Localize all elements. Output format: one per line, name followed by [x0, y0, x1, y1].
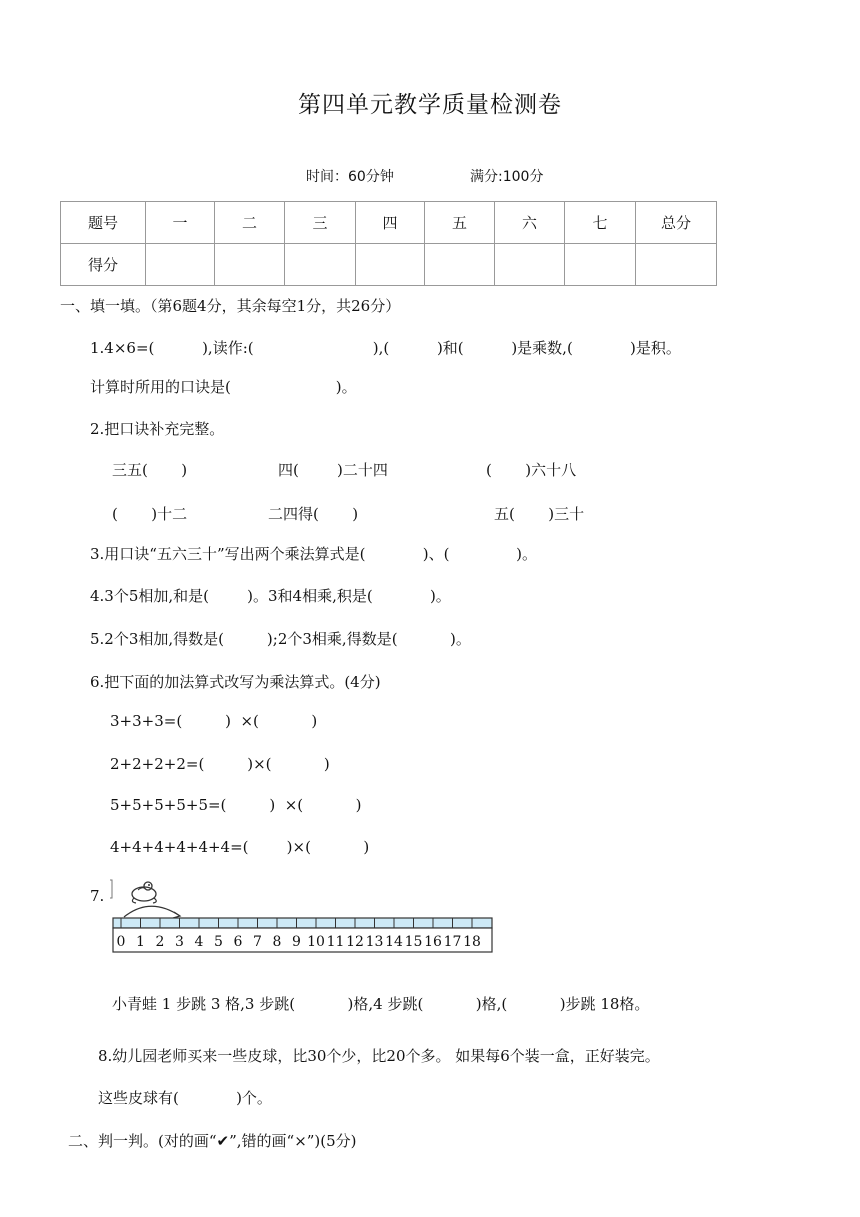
bracket-mark	[110, 880, 112, 898]
frog-icon	[132, 882, 156, 903]
question-7-text: 小青蛙 1 步跳 3 格,3 步跳( )格,4 步跳( )格,( )步跳 18格。	[112, 995, 650, 1013]
question-8-line-2: 这些皮球有( )个。	[98, 1089, 272, 1107]
score-table-row	[61, 244, 717, 286]
ruler-tick-label: 4	[194, 934, 204, 950]
score-col-header: 五	[425, 202, 495, 244]
ruler-tick-label: 18	[463, 934, 481, 950]
score-col-header: 三	[285, 202, 356, 244]
ruler-tick-label: 2	[155, 934, 165, 950]
ruler-tick-label: 10	[307, 934, 325, 950]
score-col-header: 二	[215, 202, 285, 244]
question-2-item: ( )十二	[112, 505, 188, 523]
score-col-header: 总分	[636, 202, 717, 244]
score-table	[60, 201, 717, 286]
question-1-line-2: 计算时所用的口诀是( )。	[90, 378, 357, 396]
question-6-item: 5+5+5+5+5=( ) ×( )	[110, 796, 362, 814]
ruler-tick-label: 3	[175, 934, 184, 950]
ruler-tick-label: 12	[346, 934, 364, 950]
score-cell[interactable]	[146, 244, 215, 286]
ruler-tick-label: 1	[136, 934, 145, 950]
score-cell[interactable]	[356, 244, 425, 286]
question-7-number: 7.	[90, 887, 105, 905]
ruler-tick-label: 5	[214, 934, 223, 950]
question-1-line-1: 1.4×6=( ),读作:( ),( )和( )是乘数,( )是积。	[90, 339, 681, 357]
question-4: 4.3个5相加,和是( )。3和4相乘,积是( )。	[90, 587, 451, 605]
section2-heading: 二、判一判。(对的画“✔”,错的画“×”)(5分)	[68, 1132, 357, 1150]
question-2-item: 五( )三十	[494, 505, 585, 523]
question-6-item: 3+3+3=( ) ×( )	[110, 712, 318, 730]
question-2-item: 四( )二十四	[278, 461, 388, 479]
score-col-header: 七	[565, 202, 636, 244]
ruler-tick-label: 14	[385, 934, 403, 950]
question-3: 3.用口诀“五六三十”写出两个乘法算式是( )、( )。	[90, 545, 538, 563]
score-cell[interactable]	[215, 244, 285, 286]
question-2: 2.把口诀补充完整。	[90, 420, 225, 438]
ruler-tick-label: 8	[272, 934, 282, 950]
exam-time: 时间：60分钟	[306, 169, 394, 185]
question-5: 5.2个3相加,得数是( );2个3相乘,得数是( )。	[90, 630, 471, 648]
score-header-label: 题号	[61, 202, 146, 244]
question-2-item: 二四得( )	[268, 505, 359, 523]
number-line	[110, 876, 500, 956]
question-2-item: ( )六十八	[486, 461, 577, 479]
ruler-tick-label: 9	[292, 934, 301, 950]
score-col-header: 一	[146, 202, 215, 244]
score-col-header: 六	[495, 202, 565, 244]
ruler-tick-label: 17	[443, 934, 462, 950]
ruler-tick-label: 0	[116, 934, 126, 950]
jump-arc	[124, 906, 180, 917]
ruler-tick-label: 13	[365, 934, 384, 950]
question-6-item: 4+4+4+4+4+4=( )×( )	[110, 838, 370, 856]
ruler-tick-label: 11	[326, 934, 345, 950]
ruler-tick-label: 6	[233, 934, 243, 950]
question-8-line-1: 8.幼儿园老师买来一些皮球，比30个少，比20个多。 如果每6个装一盒，正好装完。	[98, 1047, 660, 1065]
ruler-tick-label: 7	[253, 934, 262, 950]
score-table-header-row	[61, 202, 717, 244]
question-6-item: 2+2+2+2=( )×( )	[110, 755, 330, 773]
number-line-figure	[110, 876, 500, 956]
score-cell[interactable]	[495, 244, 565, 286]
section1-heading: 一、填一填。（第6题4分，其余每空1分，共26分）	[60, 297, 401, 315]
exam-full-score: 满分:100分	[470, 169, 544, 185]
score-cell[interactable]	[425, 244, 495, 286]
score-cell[interactable]	[285, 244, 356, 286]
ruler-tick-label: 15	[404, 934, 423, 950]
question-2-item: 三五( )	[112, 461, 188, 479]
score-row-label: 得分	[61, 244, 146, 286]
score-cell[interactable]	[636, 244, 717, 286]
score-col-header: 四	[356, 202, 425, 244]
score-cell[interactable]	[565, 244, 636, 286]
ruler-tick-label: 16	[424, 934, 442, 950]
ruler-bar	[113, 918, 492, 928]
page-title: 第四单元教学质量检测卷	[298, 92, 562, 118]
question-6: 6.把下面的加法算式改写为乘法算式。(4分)	[90, 673, 381, 691]
